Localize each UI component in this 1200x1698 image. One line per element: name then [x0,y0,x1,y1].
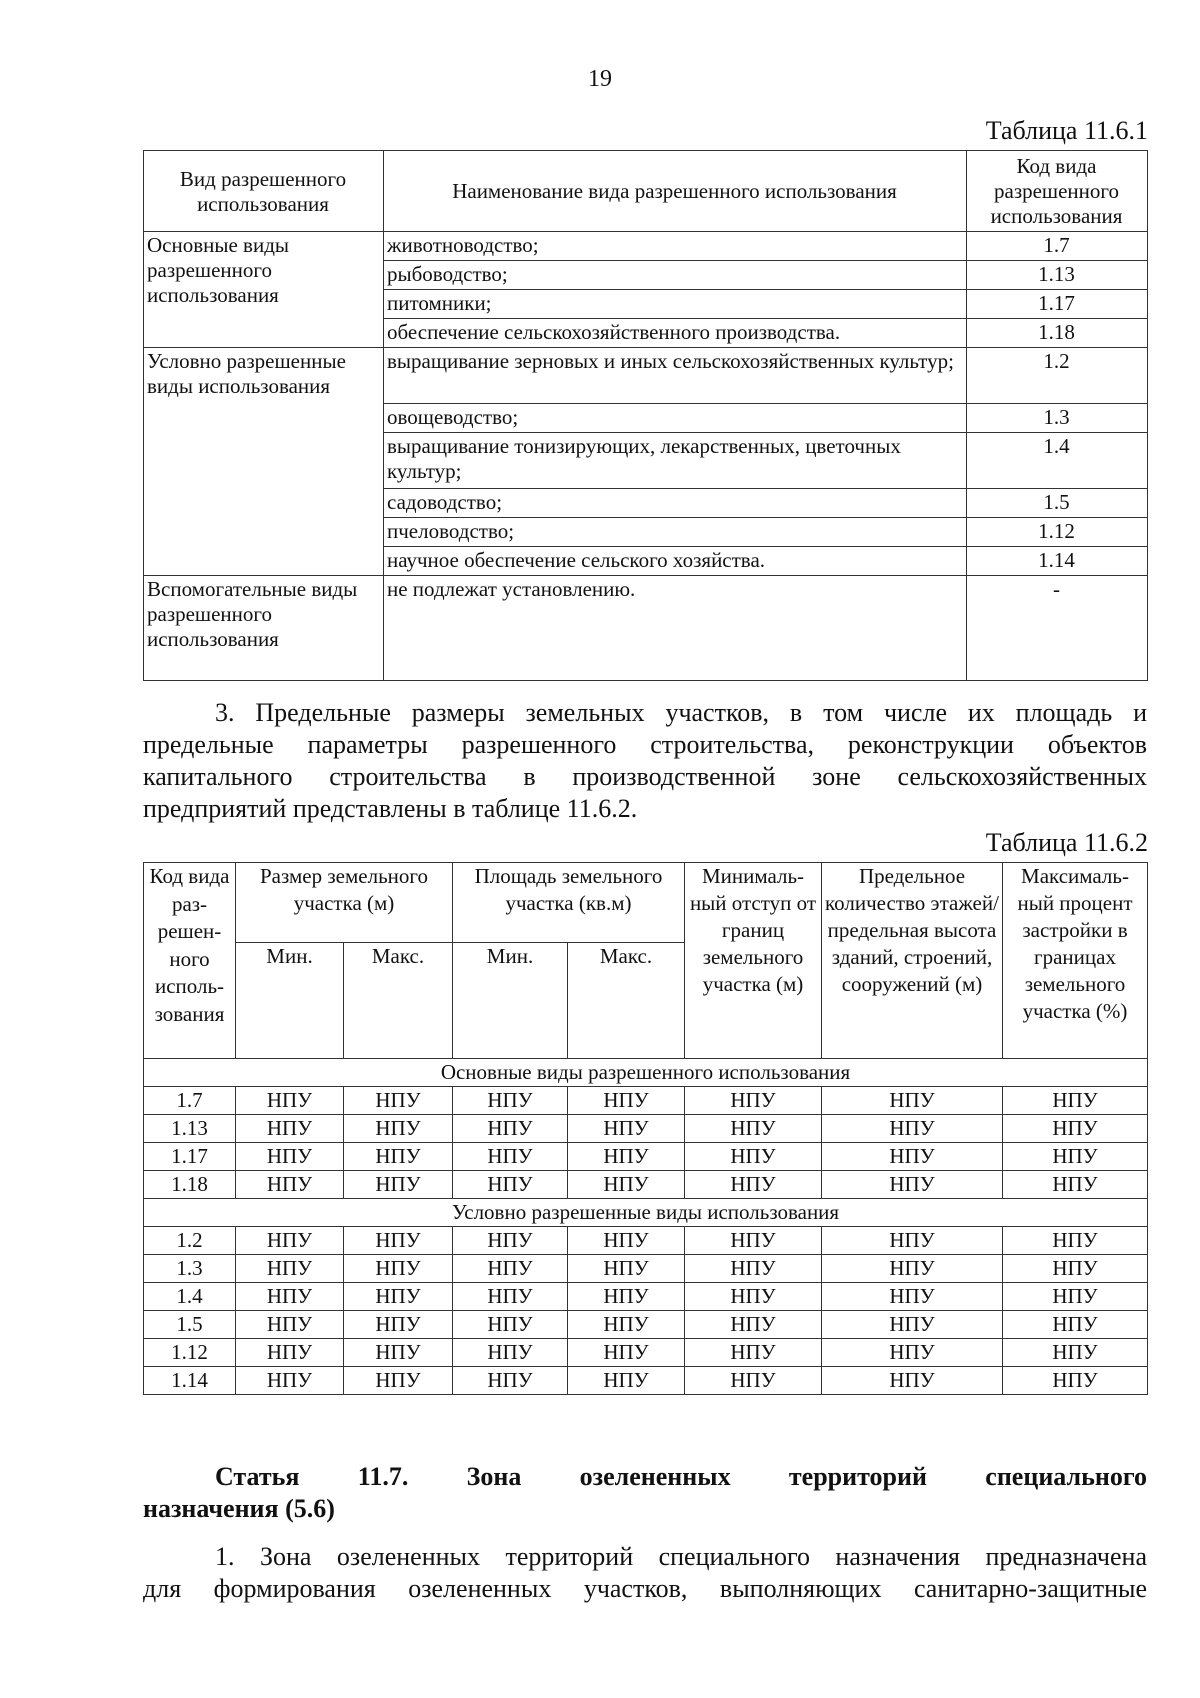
use-name: пчеловодство; [384,518,967,547]
page-number: 19 [588,66,612,92]
table-cell: НПУ [822,1311,1003,1339]
table-cell: НПУ [568,1115,685,1143]
table-cell: НПУ [344,1283,453,1311]
table-cell: НПУ [568,1255,685,1283]
use-code: 1.14 [967,547,1148,576]
table2-caption: Таблица 11.6.2 [985,828,1148,857]
use-name: выращивание тонизирующих, лекарственных, цветочных культур; [384,433,967,489]
table-cell: НПУ [568,1339,685,1367]
row-code: 1.13 [144,1115,236,1143]
use-code: 1.7 [967,232,1148,261]
table-cell: НПУ [236,1115,344,1143]
table-cell: НПУ [453,1255,568,1283]
use-code: - [967,576,1148,681]
table-cell: НПУ [685,1143,822,1171]
table-cell: НПУ [453,1087,568,1115]
section-row [144,1059,1148,1087]
table-cell: НПУ [1003,1339,1148,1367]
use-code: 1.2 [967,348,1148,404]
table-cell: НПУ [1003,1171,1148,1199]
row-code: 1.2 [144,1227,236,1255]
use-name: садоводство; [384,489,967,518]
table-cell: НПУ [685,1311,822,1339]
table-cell: НПУ [685,1115,822,1143]
table-row [144,1311,1148,1339]
table-cell: НПУ [568,1227,685,1255]
table-cell: НПУ [685,1087,822,1115]
table-row [144,1115,1148,1143]
row-code: 1.5 [144,1311,236,1339]
row-code: 1.3 [144,1255,236,1283]
table-row [144,1171,1148,1199]
header-code: Код вида разрешенного использования [967,151,1148,232]
article-paragraph-line: 1. Зона озелененных территорий специального назначения предназначена [215,1542,1147,1571]
table-cell: НПУ [822,1143,1003,1171]
table-cell: НПУ [453,1283,568,1311]
table-cell: НПУ [568,1171,685,1199]
use-name: обеспечение сельскохозяйственного производства. [384,319,967,348]
table-cell: НПУ [236,1255,344,1283]
table1-row [144,348,1148,404]
use-name: овощеводство; [384,404,967,433]
table-row [144,1339,1148,1367]
use-code: 1.4 [967,433,1148,489]
table-cell: НПУ [1003,1143,1148,1171]
table-cell: НПУ [236,1283,344,1311]
table-cell: НПУ [822,1255,1003,1283]
header-name: Наименование вида разрешенного использования [384,151,967,232]
header-setback: Минималь-ный отступ от границ земельного участка (м) [685,863,822,1059]
table-cell: НПУ [236,1339,344,1367]
table-cell: НПУ [453,1367,568,1395]
table-cell: НПУ [568,1143,685,1171]
table1-row [144,576,1148,681]
table-row [144,1283,1148,1311]
section-row [144,1199,1148,1227]
use-code: 1.3 [967,404,1148,433]
use-code: 1.18 [967,319,1148,348]
group-label: Основные виды разрешенного использования [144,232,384,348]
table-cell: НПУ [568,1367,685,1395]
article-paragraph-line: для формирования озелененных участков, выполняющих санитарно-защитные [143,1574,1147,1603]
table-cell: НПУ [344,1339,453,1367]
table-cell: НПУ [236,1143,344,1171]
table-cell: НПУ [453,1339,568,1367]
row-code: 1.18 [144,1171,236,1199]
table-11-6-1 [143,150,1148,681]
group-label: Условно разрешенные виды использования [144,348,384,576]
header-floors: Предельное количество этажей/ предельная высота зданий, строений, сооружений (м) [822,863,1003,1059]
table-cell: НПУ [453,1171,568,1199]
section-title: Условно разрешенные виды использования [144,1199,1148,1227]
row-code: 1.7 [144,1087,236,1115]
table-cell: НПУ [344,1087,453,1115]
header-size: Размер земельного участка (м) [236,863,453,943]
table-cell: НПУ [453,1311,568,1339]
table-cell: НПУ [344,1115,453,1143]
table1-row [144,232,1148,261]
table-cell: НПУ [1003,1283,1148,1311]
table-cell: НПУ [344,1227,453,1255]
table-row [144,1367,1148,1395]
paragraph-3-line: капитального строительства в производственной зоне сельскохозяйственных [143,762,1147,791]
row-code: 1.14 [144,1367,236,1395]
table-cell: НПУ [822,1115,1003,1143]
table-cell: НПУ [1003,1311,1148,1339]
table-cell: НПУ [822,1087,1003,1115]
row-code: 1.4 [144,1283,236,1311]
table-cell: НПУ [1003,1367,1148,1395]
use-name: питомники; [384,290,967,319]
table-cell: НПУ [685,1367,822,1395]
table1-caption: Таблица 11.6.1 [985,116,1148,145]
table1-header-row [144,151,1148,232]
header-code: Код вида раз-решен-ного исполь-зования [144,863,236,1059]
table-cell: НПУ [822,1367,1003,1395]
group-label: Вспомогательные виды разрешенного использования [144,576,384,681]
paragraph-3-line: 3. Предельные размеры земельных участков, в том числе их площадь и [215,698,1147,727]
use-code: 1.5 [967,489,1148,518]
table-cell: НПУ [568,1283,685,1311]
table-cell: НПУ [236,1367,344,1395]
table-cell: НПУ [236,1311,344,1339]
table-cell: НПУ [568,1087,685,1115]
table-cell: НПУ [344,1311,453,1339]
paragraph-3 [143,697,1147,825]
article-paragraph-1 [143,1541,1147,1605]
table-row [144,1227,1148,1255]
header-area: Площадь земельного участка (кв.м) [453,863,685,943]
use-code: 1.17 [967,290,1148,319]
article-heading-line-1: Статья 11.7. Зона озелененных территорий специального [215,1462,1147,1491]
table-cell: НПУ [236,1227,344,1255]
header-area-max: Макс. [568,943,685,1059]
header-kind: Вид разрешенного использования [144,151,384,232]
table-cell: НПУ [344,1255,453,1283]
article-heading-line-2: назначения (5.6) [143,1494,335,1523]
table-11-6-2 [143,862,1148,1395]
row-code: 1.12 [144,1339,236,1367]
table-cell: НПУ [685,1255,822,1283]
table-cell: НПУ [685,1339,822,1367]
header-coverage: Максималь-ный процент застройки в границах земельного участка (%) [1003,863,1148,1059]
table-cell: НПУ [236,1087,344,1115]
table-cell: НПУ [1003,1115,1148,1143]
row-code: 1.17 [144,1143,236,1171]
use-name: рыбоводство; [384,261,967,290]
table-cell: НПУ [1003,1255,1148,1283]
table-cell: НПУ [568,1311,685,1339]
table-cell: НПУ [453,1115,568,1143]
table-cell: НПУ [822,1171,1003,1199]
paragraph-3-line: предприятий представлены в таблице 11.6.2. [143,794,638,823]
article-heading [143,1461,1147,1525]
use-name: выращивание зерновых и иных сельскохозяйственных культур; [384,348,967,404]
table-cell: НПУ [685,1283,822,1311]
table-cell: НПУ [685,1227,822,1255]
use-code: 1.13 [967,261,1148,290]
header-area-min: Мин. [453,943,568,1059]
section-title: Основные виды разрешенного использования [144,1059,1148,1087]
use-name: животноводство; [384,232,967,261]
table-cell: НПУ [822,1339,1003,1367]
table-cell: НПУ [453,1143,568,1171]
table-cell: НПУ [344,1143,453,1171]
table-row [144,1255,1148,1283]
table-cell: НПУ [1003,1227,1148,1255]
table-cell: НПУ [822,1227,1003,1255]
table-cell: НПУ [344,1171,453,1199]
use-name: не подлежат установлению. [384,576,967,681]
use-name: научное обеспечение сельского хозяйства. [384,547,967,576]
paragraph-3-line: предельные параметры разрешенного строительства, реконструкции объектов [143,730,1147,759]
table-row [144,1087,1148,1115]
header-size-min: Мин. [236,943,344,1059]
table-cell: НПУ [453,1227,568,1255]
table-cell: НПУ [236,1171,344,1199]
table-row [144,1143,1148,1171]
header-size-max: Макс. [344,943,453,1059]
use-code: 1.12 [967,518,1148,547]
table-cell: НПУ [685,1171,822,1199]
table-cell: НПУ [344,1367,453,1395]
table-cell: НПУ [822,1283,1003,1311]
table-cell: НПУ [1003,1087,1148,1115]
